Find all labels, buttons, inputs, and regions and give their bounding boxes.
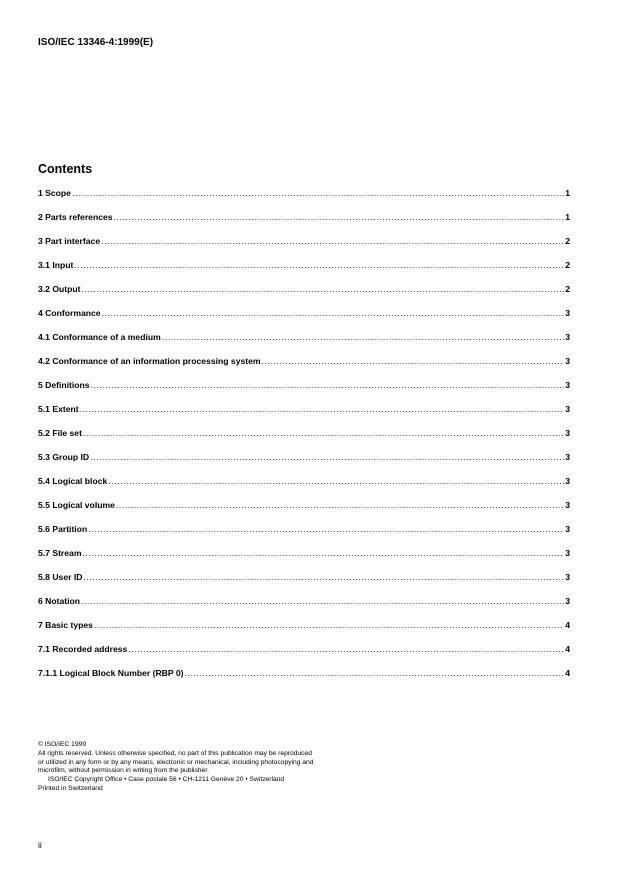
toc-leader-dots xyxy=(88,524,564,534)
toc-leader-dots xyxy=(162,332,564,342)
toc-entry[interactable] xyxy=(38,188,570,212)
toc-leader-dots xyxy=(83,572,564,582)
toc-leader-dots xyxy=(94,620,564,630)
toc-entry[interactable] xyxy=(38,572,570,596)
toc-entry[interactable] xyxy=(38,356,570,380)
toc-entry[interactable] xyxy=(38,524,570,548)
toc-entry[interactable] xyxy=(38,500,570,524)
toc-entry-title: 5 Definitions xyxy=(38,380,90,390)
toc-leader-dots xyxy=(80,404,565,414)
toc-entry-title: 5.1 Extent xyxy=(38,404,79,414)
toc-entry-page: 3 xyxy=(565,596,570,606)
toc-entry-page: 4 xyxy=(565,644,570,654)
toc-entry[interactable] xyxy=(38,284,570,308)
toc-leader-dots xyxy=(81,596,564,606)
toc-entry[interactable] xyxy=(38,548,570,572)
toc-entry-page: 3 xyxy=(565,476,570,486)
toc-entry-page: 3 xyxy=(565,572,570,582)
toc-entry-title: 5.6 Partition xyxy=(38,524,88,534)
toc-entry[interactable] xyxy=(38,452,570,476)
toc-entry-page: 4 xyxy=(565,620,570,630)
toc-entry-title: 5.8 User ID xyxy=(38,572,83,582)
printed-in: Printed in Switzerland xyxy=(38,784,103,792)
toc-leader-dots xyxy=(90,452,564,462)
toc-entry[interactable] xyxy=(38,380,570,404)
toc-entry-title: 4 Conformance xyxy=(38,308,101,318)
toc-entry[interactable] xyxy=(38,596,570,620)
toc-leader-dots xyxy=(185,668,565,678)
rights-line: or utilized in any form or by any means, electronic or mechanical, including photocopying and xyxy=(38,758,314,766)
copyright-symbol-line: © ISO/IEC 1999 xyxy=(38,741,87,748)
toc-entry-page: 3 xyxy=(565,524,570,534)
toc-entry-page: 1 xyxy=(565,188,570,198)
toc-entry-title: 7 Basic types xyxy=(38,620,93,630)
toc-entry-page: 3 xyxy=(565,428,570,438)
toc-entry[interactable] xyxy=(38,644,570,668)
toc-entry-page: 4 xyxy=(565,668,570,678)
toc-entry[interactable] xyxy=(38,260,570,284)
toc-entry-page: 3 xyxy=(565,452,570,462)
document-header: ISO/IEC 13346-4:1999(E) xyxy=(38,37,154,48)
toc-entry-title: 3.1 Input xyxy=(38,260,74,270)
toc-leader-dots xyxy=(83,428,564,438)
rights-line: All rights reserved. Unless otherwise specified, no part of this publication may be reproduced xyxy=(38,749,312,757)
toc-entry-page: 2 xyxy=(565,236,570,246)
toc-entry[interactable] xyxy=(38,212,570,236)
toc-leader-dots xyxy=(102,308,565,318)
table-of-contents xyxy=(38,188,570,692)
toc-entry-page: 3 xyxy=(565,356,570,366)
toc-entry[interactable] xyxy=(38,428,570,452)
toc-entry-title: 3.2 Output xyxy=(38,284,81,294)
contents-heading: Contents xyxy=(38,162,93,176)
toc-leader-dots xyxy=(108,476,564,486)
toc-entry-title: 5.7 Stream xyxy=(38,548,82,558)
toc-entry-title: 5.3 Group ID xyxy=(38,452,90,462)
toc-entry-page: 3 xyxy=(565,404,570,414)
toc-entry[interactable] xyxy=(38,236,570,260)
toc-entry-page: 3 xyxy=(565,500,570,510)
toc-entry[interactable] xyxy=(38,308,570,332)
toc-leader-dots xyxy=(91,380,565,390)
toc-leader-dots xyxy=(101,236,564,246)
toc-leader-dots xyxy=(74,260,564,270)
rights-line: microfilm, without permission in writing from the publisher. xyxy=(38,767,209,775)
toc-leader-dots xyxy=(82,548,564,558)
copyright-office: ISO/IEC Copyright Office • Case postale 56 • CH-1211 Genève 20 • Switzerland xyxy=(48,776,285,784)
toc-entry-title: 6 Notation xyxy=(38,596,81,606)
toc-leader-dots xyxy=(116,500,564,510)
toc-entry[interactable] xyxy=(38,332,570,356)
toc-entry-page: 3 xyxy=(565,380,570,390)
copyright-block xyxy=(38,741,418,794)
toc-entry[interactable] xyxy=(38,620,570,644)
page-number: ii xyxy=(38,840,42,850)
toc-entry-page: 3 xyxy=(565,308,570,318)
toc-entry-page: 3 xyxy=(565,332,570,342)
toc-entry-title: 4.2 Conformance of an information processing system xyxy=(38,356,261,366)
toc-entry-title: 1 Scope xyxy=(38,188,71,198)
toc-entry-title: 4.1 Conformance of a medium xyxy=(38,332,161,342)
toc-entry-title: 5.5 Logical volume xyxy=(38,500,115,510)
toc-entry[interactable] xyxy=(38,476,570,500)
toc-leader-dots xyxy=(72,188,564,198)
toc-leader-dots xyxy=(128,644,564,654)
toc-leader-dots xyxy=(262,356,565,366)
toc-entry-page: 2 xyxy=(565,284,570,294)
toc-entry-title: 3 Part interface xyxy=(38,236,101,246)
toc-entry-page: 3 xyxy=(565,548,570,558)
toc-entry-title: 5.2 File set xyxy=(38,428,82,438)
toc-entry-title: 7.1 Recorded address xyxy=(38,644,128,654)
toc-entry-title: 2 Parts references xyxy=(38,212,113,222)
toc-leader-dots xyxy=(114,212,565,222)
toc-entry-page: 2 xyxy=(565,260,570,270)
toc-entry-title: 5.4 Logical block xyxy=(38,476,108,486)
toc-entry[interactable] xyxy=(38,668,570,692)
toc-entry[interactable] xyxy=(38,404,570,428)
toc-entry-title: 7.1.1 Logical Block Number (RBP 0) xyxy=(38,668,184,678)
toc-leader-dots xyxy=(82,284,565,294)
toc-entry-page: 1 xyxy=(565,212,570,222)
